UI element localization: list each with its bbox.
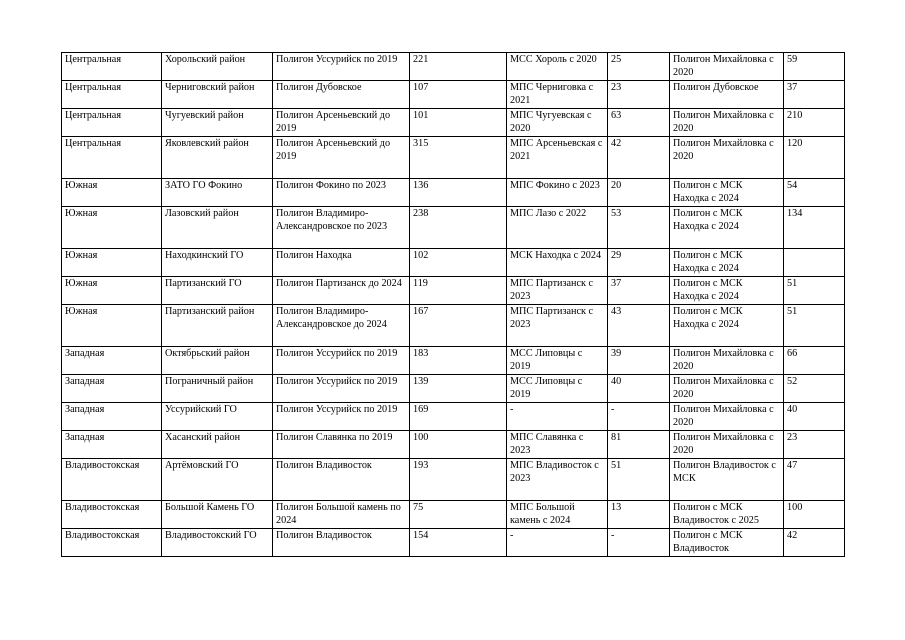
- volume-transfer-cell: -: [608, 529, 670, 557]
- landfill-target-cell: Полигон с МСК Находка с 2024: [670, 249, 784, 277]
- zone-cell: Владивостокская: [62, 459, 162, 501]
- landfill-current-cell: Полигон Большой камень по 2024: [273, 501, 410, 529]
- volume-transfer-cell: -: [608, 403, 670, 431]
- volume-current-cell: 102: [410, 249, 507, 277]
- transfer-station-cell: МПС Лазо с 2022: [507, 207, 608, 249]
- volume-current-cell: 183: [410, 347, 507, 375]
- table-row: [62, 431, 845, 459]
- zone-cell: Западная: [62, 431, 162, 459]
- landfill-target-cell: Полигон Михайловка с 2020: [670, 403, 784, 431]
- landfill-target-cell: Полигон Дубовское: [670, 81, 784, 109]
- landfill-current-cell: Полигон Уссурийск по 2019: [273, 347, 410, 375]
- landfill-target-cell: Полигон с МСК Находка с 2024: [670, 305, 784, 347]
- municipality-cell: Яковлевский район: [162, 137, 273, 179]
- volume-target-cell: 134: [784, 207, 845, 249]
- transfer-station-cell: -: [507, 529, 608, 557]
- municipality-cell: Уссурийский ГО: [162, 403, 273, 431]
- landfill-target-cell: Полигон с МСК Владивосток с 2025: [670, 501, 784, 529]
- landfill-target-cell: Полигон с МСК Находка с 2024: [670, 179, 784, 207]
- zone-cell: Владивостокская: [62, 529, 162, 557]
- table-row: [62, 137, 845, 179]
- table-row: [62, 375, 845, 403]
- landfill-target-cell: Полигон Михайловка с 2020: [670, 431, 784, 459]
- municipality-cell: Лазовский район: [162, 207, 273, 249]
- table-row: [62, 347, 845, 375]
- volume-transfer-cell: 23: [608, 81, 670, 109]
- transfer-station-cell: МПС Владивосток с 2023: [507, 459, 608, 501]
- table-row: [62, 501, 845, 529]
- landfill-current-cell: Полигон Партизанск до 2024: [273, 277, 410, 305]
- transfer-station-cell: МПС Чугуевская с 2020: [507, 109, 608, 137]
- volume-current-cell: 119: [410, 277, 507, 305]
- volume-transfer-cell: 29: [608, 249, 670, 277]
- table-row: [62, 53, 845, 81]
- landfill-current-cell: Полигон Владимиро-Александровское до 2024: [273, 305, 410, 347]
- volume-current-cell: 238: [410, 207, 507, 249]
- zone-cell: Южная: [62, 305, 162, 347]
- volume-transfer-cell: 25: [608, 53, 670, 81]
- zone-cell: Центральная: [62, 109, 162, 137]
- volume-target-cell: 42: [784, 529, 845, 557]
- transfer-station-cell: МПС Черниговка с 2021: [507, 81, 608, 109]
- volume-target-cell: 51: [784, 305, 845, 347]
- volume-target-cell: 120: [784, 137, 845, 179]
- transfer-station-cell: МПС Партизанск с 2023: [507, 277, 608, 305]
- municipality-cell: Пограничный район: [162, 375, 273, 403]
- volume-target-cell: 100: [784, 501, 845, 529]
- transfer-station-cell: МСС Липовцы с 2019: [507, 375, 608, 403]
- table-row: [62, 459, 845, 501]
- zone-cell: Центральная: [62, 81, 162, 109]
- transfer-station-cell: МПС Партизанск с 2023: [507, 305, 608, 347]
- municipality-cell: Владивостокский ГО: [162, 529, 273, 557]
- municipality-cell: Партизанский район: [162, 305, 273, 347]
- transfer-station-cell: МПС Славянка с 2023: [507, 431, 608, 459]
- volume-target-cell: 37: [784, 81, 845, 109]
- municipality-cell: Большой Камень ГО: [162, 501, 273, 529]
- zone-cell: Южная: [62, 249, 162, 277]
- municipality-cell: Октябрьский район: [162, 347, 273, 375]
- volume-current-cell: 139: [410, 375, 507, 403]
- landfill-target-cell: Полигон с МСК Находка с 2024: [670, 277, 784, 305]
- landfill-current-cell: Полигон Владимиро-Александровское по 2023: [273, 207, 410, 249]
- landfill-current-cell: Полигон Находка: [273, 249, 410, 277]
- volume-target-cell: 54: [784, 179, 845, 207]
- transfer-station-cell: МПС Большой камень с 2024: [507, 501, 608, 529]
- landfill-target-cell: Полигон с МСК Находка с 2024: [670, 207, 784, 249]
- municipality-cell: Черниговский район: [162, 81, 273, 109]
- table-row: [62, 179, 845, 207]
- landfill-target-cell: Полигон Михайловка с 2020: [670, 53, 784, 81]
- municipality-cell: Хорольский район: [162, 53, 273, 81]
- table-body: [62, 53, 845, 557]
- table-row: [62, 81, 845, 109]
- transfer-station-cell: МСК Находка с 2024: [507, 249, 608, 277]
- landfill-current-cell: Полигон Славянка по 2019: [273, 431, 410, 459]
- municipality-cell: ЗАТО ГО Фокино: [162, 179, 273, 207]
- landfill-target-cell: Полигон Владивосток с МСК: [670, 459, 784, 501]
- zone-cell: Западная: [62, 375, 162, 403]
- landfill-target-cell: Полигон Михайловка с 2020: [670, 109, 784, 137]
- volume-target-cell: 210: [784, 109, 845, 137]
- volume-target-cell: 47: [784, 459, 845, 501]
- landfill-current-cell: Полигон Уссурийск по 2019: [273, 403, 410, 431]
- zone-cell: Центральная: [62, 53, 162, 81]
- volume-current-cell: 169: [410, 403, 507, 431]
- volume-target-cell: 66: [784, 347, 845, 375]
- table-row: [62, 207, 845, 249]
- volume-current-cell: 193: [410, 459, 507, 501]
- volume-transfer-cell: 81: [608, 431, 670, 459]
- volume-current-cell: 75: [410, 501, 507, 529]
- landfill-current-cell: Полигон Дубовское: [273, 81, 410, 109]
- volume-current-cell: 315: [410, 137, 507, 179]
- volume-target-cell: 52: [784, 375, 845, 403]
- table-row: [62, 305, 845, 347]
- zone-cell: Центральная: [62, 137, 162, 179]
- table-row: [62, 403, 845, 431]
- zone-cell: Южная: [62, 207, 162, 249]
- landfill-target-cell: Полигон с МСК Владивосток: [670, 529, 784, 557]
- municipality-cell: Партизанский ГО: [162, 277, 273, 305]
- volume-transfer-cell: 63: [608, 109, 670, 137]
- landfill-current-cell: Полигон Арсеньевский до 2019: [273, 109, 410, 137]
- landfill-current-cell: Полигон Арсеньевский до 2019: [273, 137, 410, 179]
- volume-current-cell: 154: [410, 529, 507, 557]
- volume-target-cell: 51: [784, 277, 845, 305]
- municipality-cell: Хасанский район: [162, 431, 273, 459]
- volume-current-cell: 100: [410, 431, 507, 459]
- volume-transfer-cell: 40: [608, 375, 670, 403]
- table-row: [62, 529, 845, 557]
- landfill-current-cell: Полигон Владивосток: [273, 529, 410, 557]
- volume-current-cell: 221: [410, 53, 507, 81]
- landfill-current-cell: Полигон Фокино по 2023: [273, 179, 410, 207]
- volume-transfer-cell: 51: [608, 459, 670, 501]
- table-row: [62, 249, 845, 277]
- volume-current-cell: 136: [410, 179, 507, 207]
- transfer-station-cell: МПС Арсеньевская с 2021: [507, 137, 608, 179]
- table-row: [62, 109, 845, 137]
- volume-transfer-cell: 43: [608, 305, 670, 347]
- volume-transfer-cell: 20: [608, 179, 670, 207]
- municipality-cell: Артёмовский ГО: [162, 459, 273, 501]
- zone-cell: Владивостокская: [62, 501, 162, 529]
- landfill-target-cell: Полигон Михайловка с 2020: [670, 137, 784, 179]
- volume-current-cell: 107: [410, 81, 507, 109]
- zone-cell: Южная: [62, 179, 162, 207]
- landfill-target-cell: Полигон Михайловка с 2020: [670, 347, 784, 375]
- municipality-cell: Чугуевский район: [162, 109, 273, 137]
- volume-current-cell: 167: [410, 305, 507, 347]
- zone-cell: Западная: [62, 347, 162, 375]
- volume-target-cell: [784, 249, 845, 277]
- transfer-station-cell: МПС Фокино с 2023: [507, 179, 608, 207]
- zone-cell: Южная: [62, 277, 162, 305]
- volume-target-cell: 23: [784, 431, 845, 459]
- landfill-current-cell: Полигон Владивосток: [273, 459, 410, 501]
- transfer-station-cell: -: [507, 403, 608, 431]
- volume-current-cell: 101: [410, 109, 507, 137]
- volume-transfer-cell: 13: [608, 501, 670, 529]
- volume-transfer-cell: 53: [608, 207, 670, 249]
- zone-cell: Западная: [62, 403, 162, 431]
- transfer-station-cell: МСС Хороль с 2020: [507, 53, 608, 81]
- transfer-station-cell: МСС Липовцы с 2019: [507, 347, 608, 375]
- data-table: [61, 52, 845, 557]
- volume-transfer-cell: 42: [608, 137, 670, 179]
- table-row: [62, 277, 845, 305]
- landfill-current-cell: Полигон Уссурийск по 2019: [273, 375, 410, 403]
- volume-target-cell: 40: [784, 403, 845, 431]
- municipality-cell: Находкинский ГО: [162, 249, 273, 277]
- volume-transfer-cell: 37: [608, 277, 670, 305]
- landfill-target-cell: Полигон Михайловка с 2020: [670, 375, 784, 403]
- volume-transfer-cell: 39: [608, 347, 670, 375]
- landfill-current-cell: Полигон Уссурийск по 2019: [273, 53, 410, 81]
- volume-target-cell: 59: [784, 53, 845, 81]
